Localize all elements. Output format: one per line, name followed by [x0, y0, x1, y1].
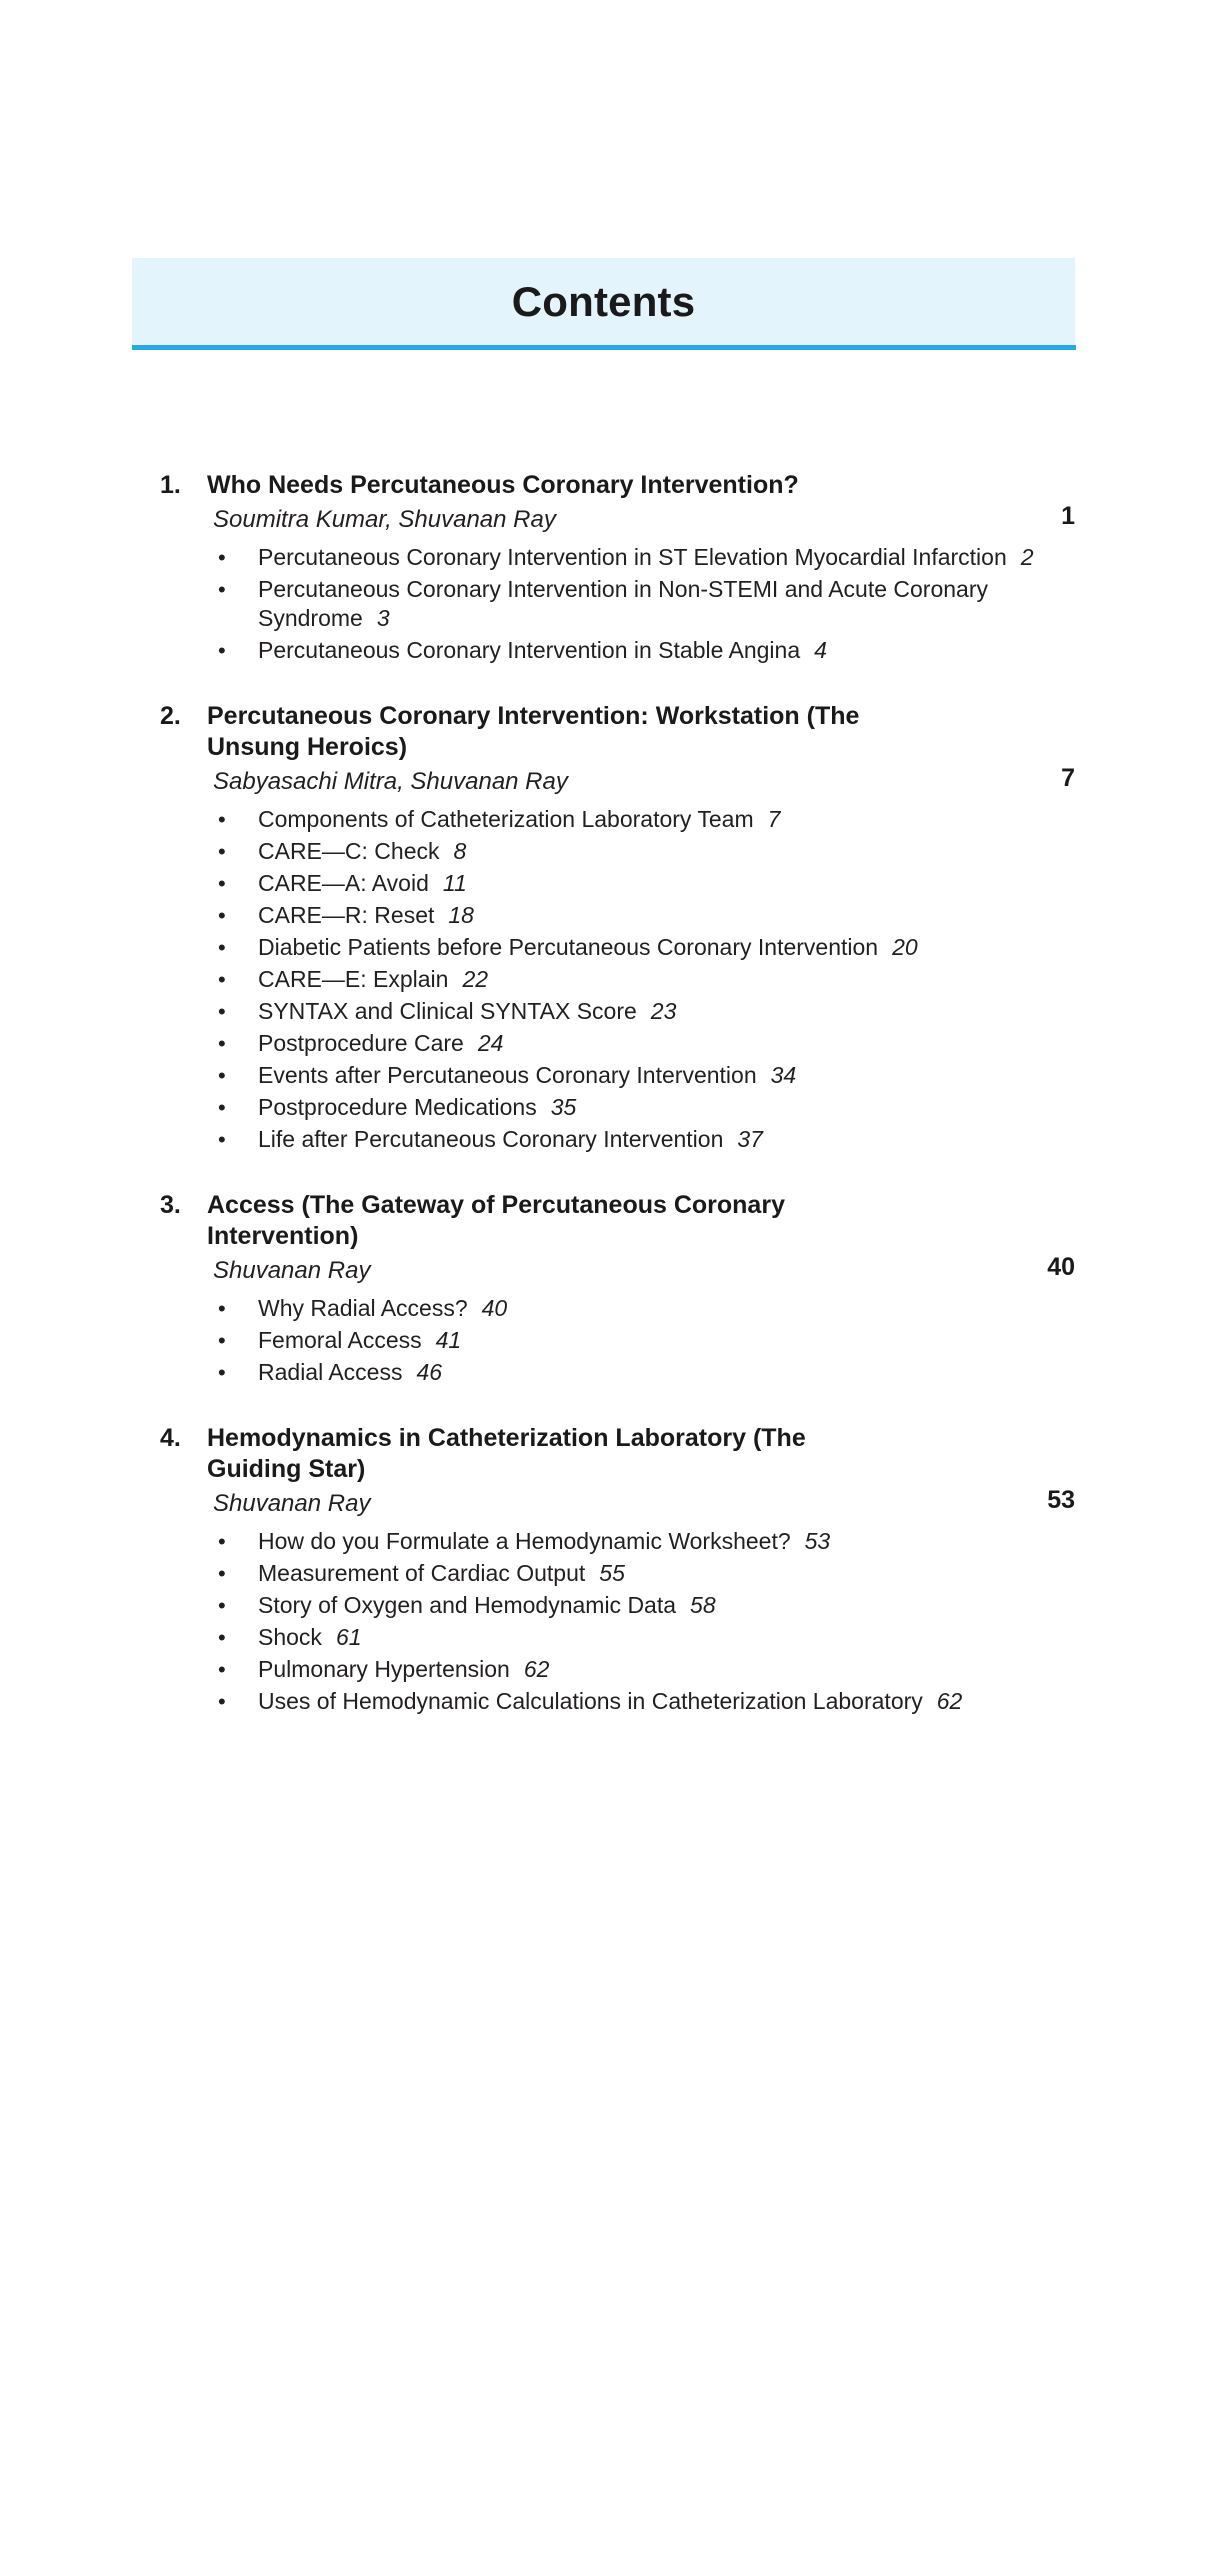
toc-entry-page-number: 55 [599, 1560, 625, 1586]
bullet-icon: • [218, 1561, 226, 1586]
toc-entry[interactable] [218, 1326, 1092, 1355]
chapter-number: 2. [160, 702, 181, 730]
toc-entry-label: CARE—C: Check [258, 838, 440, 864]
toc-entry[interactable] [218, 636, 1092, 665]
toc-chapter[interactable] [0, 701, 1212, 1154]
chapter-section-list [0, 1527, 1212, 1716]
bullet-icon: • [218, 1689, 226, 1714]
bullet-icon: • [218, 1328, 226, 1353]
bullet-icon: • [218, 1095, 226, 1120]
toc-entry[interactable] [218, 1687, 1092, 1716]
toc-entry-page-number: 41 [435, 1327, 462, 1353]
chapter-authors: Soumitra Kumar, Shuvanan Ray [213, 506, 556, 533]
toc-entry-label: Components of Catheterization Laboratory Team [258, 806, 754, 832]
bullet-icon: • [218, 577, 226, 602]
toc-entry-page-number: 37 [737, 1126, 763, 1152]
bullet-icon: • [218, 1063, 226, 1088]
chapter-page-number: 7 [1061, 764, 1075, 792]
toc-entry-page-number: 11 [442, 870, 467, 896]
bullet-icon: • [218, 1127, 226, 1152]
chapter-page-number: 1 [1061, 502, 1075, 530]
toc-entry-label: SYNTAX and Clinical SYNTAX Score [258, 998, 637, 1024]
toc-entry-label: Diabetic Patients before Percutaneous Coronary Intervention [258, 934, 879, 960]
toc-entry-page-number: 62 [523, 1656, 550, 1682]
toc-entry-label: Percutaneous Coronary Intervention in Non-STEMI and Acute Coronary Syndrome [258, 576, 988, 631]
toc-entry-page-number: 58 [690, 1592, 716, 1618]
toc-entry-label: Uses of Hemodynamic Calculations in Catheterization Laboratory [258, 1688, 923, 1714]
toc-entry[interactable] [218, 543, 1092, 572]
toc-entry-label: Percutaneous Coronary Intervention in Stable Angina [258, 637, 801, 663]
bullet-icon: • [218, 903, 226, 928]
chapter-page-number: 53 [1047, 1486, 1075, 1514]
toc-chapter[interactable] [0, 1423, 1212, 1716]
toc-entry[interactable] [218, 997, 1092, 1026]
bullet-icon: • [218, 1031, 226, 1056]
table-of-contents [0, 470, 1212, 1719]
toc-entry-page-number: 62 [936, 1688, 963, 1714]
chapter-title: Who Needs Percutaneous Coronary Intervention? [207, 471, 799, 499]
toc-entry[interactable] [218, 933, 1092, 962]
toc-entry-label: Shock [258, 1624, 322, 1650]
toc-entry-label: CARE—R: Reset [258, 902, 435, 928]
toc-chapter[interactable] [0, 1190, 1212, 1387]
toc-entry[interactable] [218, 1527, 1092, 1556]
bullet-icon: • [218, 871, 226, 896]
toc-entry-page-number: 8 [453, 838, 467, 864]
chapter-title: Access (The Gateway of Percutaneous Coronary Intervention) [207, 1191, 785, 1250]
toc-entry-page-number: 40 [481, 1295, 508, 1321]
toc-entry-label: Pulmonary Hypertension [258, 1656, 510, 1682]
chapter-section-list [0, 543, 1212, 665]
toc-entry-label: Postprocedure Care [258, 1030, 464, 1056]
chapter-section-list [0, 1294, 1212, 1387]
toc-entry[interactable] [218, 1655, 1092, 1684]
toc-entry-page-number: 2 [1020, 544, 1034, 570]
toc-entry-page-number: 7 [767, 806, 781, 832]
toc-entry-page-number: 61 [335, 1624, 362, 1650]
toc-entry-page-number: 35 [550, 1094, 577, 1120]
toc-entry[interactable] [218, 901, 1092, 930]
toc-entry-label: Measurement of Cardiac Output [258, 1560, 586, 1586]
toc-entry[interactable] [218, 1591, 1092, 1620]
chapter-page-number: 40 [1047, 1253, 1075, 1281]
toc-entry-page-number: 23 [650, 998, 677, 1024]
chapter-number: 1. [160, 471, 181, 499]
bullet-icon: • [218, 1657, 226, 1682]
bullet-icon: • [218, 1529, 226, 1554]
toc-entry-label: Events after Percutaneous Coronary Intervention [258, 1062, 757, 1088]
toc-entry[interactable] [218, 1061, 1092, 1090]
toc-entry-label: Radial Access [258, 1359, 403, 1385]
toc-entry-label: CARE—A: Avoid [258, 870, 429, 896]
toc-entry-label: CARE—E: Explain [258, 966, 449, 992]
toc-entry-label: Life after Percutaneous Coronary Intervention [258, 1126, 724, 1152]
bullet-icon: • [218, 1593, 226, 1618]
toc-entry[interactable] [218, 837, 1092, 866]
bullet-icon: • [218, 967, 226, 992]
toc-entry[interactable] [218, 805, 1092, 834]
bullet-icon: • [218, 839, 226, 864]
toc-entry[interactable] [218, 869, 1092, 898]
toc-entry-label: Percutaneous Coronary Intervention in ST Elevation Myocardial Infarction [258, 544, 1007, 570]
bullet-icon: • [218, 1360, 226, 1385]
bullet-icon: • [218, 935, 226, 960]
toc-entry-page-number: 53 [804, 1528, 831, 1554]
header-divider-rule [132, 345, 1076, 350]
chapter-authors: Shuvanan Ray [213, 1490, 371, 1517]
toc-entry-page-number: 4 [814, 637, 827, 663]
bullet-icon: • [218, 1296, 226, 1321]
chapter-title: Percutaneous Coronary Intervention: Workstation (The Unsung Heroics) [207, 702, 860, 761]
toc-entry-label: How do you Formulate a Hemodynamic Worksheet? [258, 1528, 791, 1554]
toc-entry-page-number: 24 [477, 1030, 504, 1056]
toc-entry[interactable] [218, 965, 1092, 994]
chapter-section-list [0, 805, 1212, 1154]
toc-entry[interactable] [218, 1358, 1092, 1387]
chapter-number: 4. [160, 1424, 181, 1452]
bullet-icon: • [218, 545, 226, 570]
toc-entry-label: Femoral Access [258, 1327, 422, 1353]
toc-entry-page-number: 22 [462, 966, 489, 992]
toc-chapter[interactable] [0, 470, 1212, 665]
toc-entry-label: Postprocedure Medications [258, 1094, 537, 1120]
chapter-title: Hemodynamics in Catheterization Laboratory (The Guiding Star) [207, 1424, 806, 1483]
toc-entry-page-number: 3 [376, 605, 390, 631]
toc-entry[interactable] [218, 575, 1092, 633]
toc-entry[interactable] [218, 1125, 1092, 1154]
bullet-icon: • [218, 1625, 226, 1650]
toc-entry-label: Story of Oxygen and Hemodynamic Data [258, 1592, 677, 1618]
toc-entry[interactable] [218, 1093, 1092, 1122]
toc-entry-label: Why Radial Access? [258, 1295, 468, 1321]
toc-entry[interactable] [218, 1294, 1092, 1323]
bullet-icon: • [218, 807, 226, 832]
page-title: Contents [511, 277, 696, 325]
toc-entry[interactable] [218, 1623, 1092, 1652]
toc-entry-page-number: 18 [448, 902, 474, 928]
bullet-icon: • [218, 638, 226, 663]
bullet-icon: • [218, 999, 226, 1024]
contents-header-band [132, 258, 1075, 345]
toc-entry-page-number: 34 [770, 1062, 797, 1088]
toc-entry[interactable] [218, 1029, 1092, 1058]
chapter-number: 3. [160, 1191, 181, 1219]
chapter-authors: Shuvanan Ray [213, 1257, 371, 1284]
chapter-authors: Sabyasachi Mitra, Shuvanan Ray [213, 768, 568, 795]
toc-entry-page-number: 20 [892, 934, 918, 960]
toc-entry-page-number: 46 [416, 1359, 443, 1385]
toc-entry[interactable] [218, 1559, 1092, 1588]
